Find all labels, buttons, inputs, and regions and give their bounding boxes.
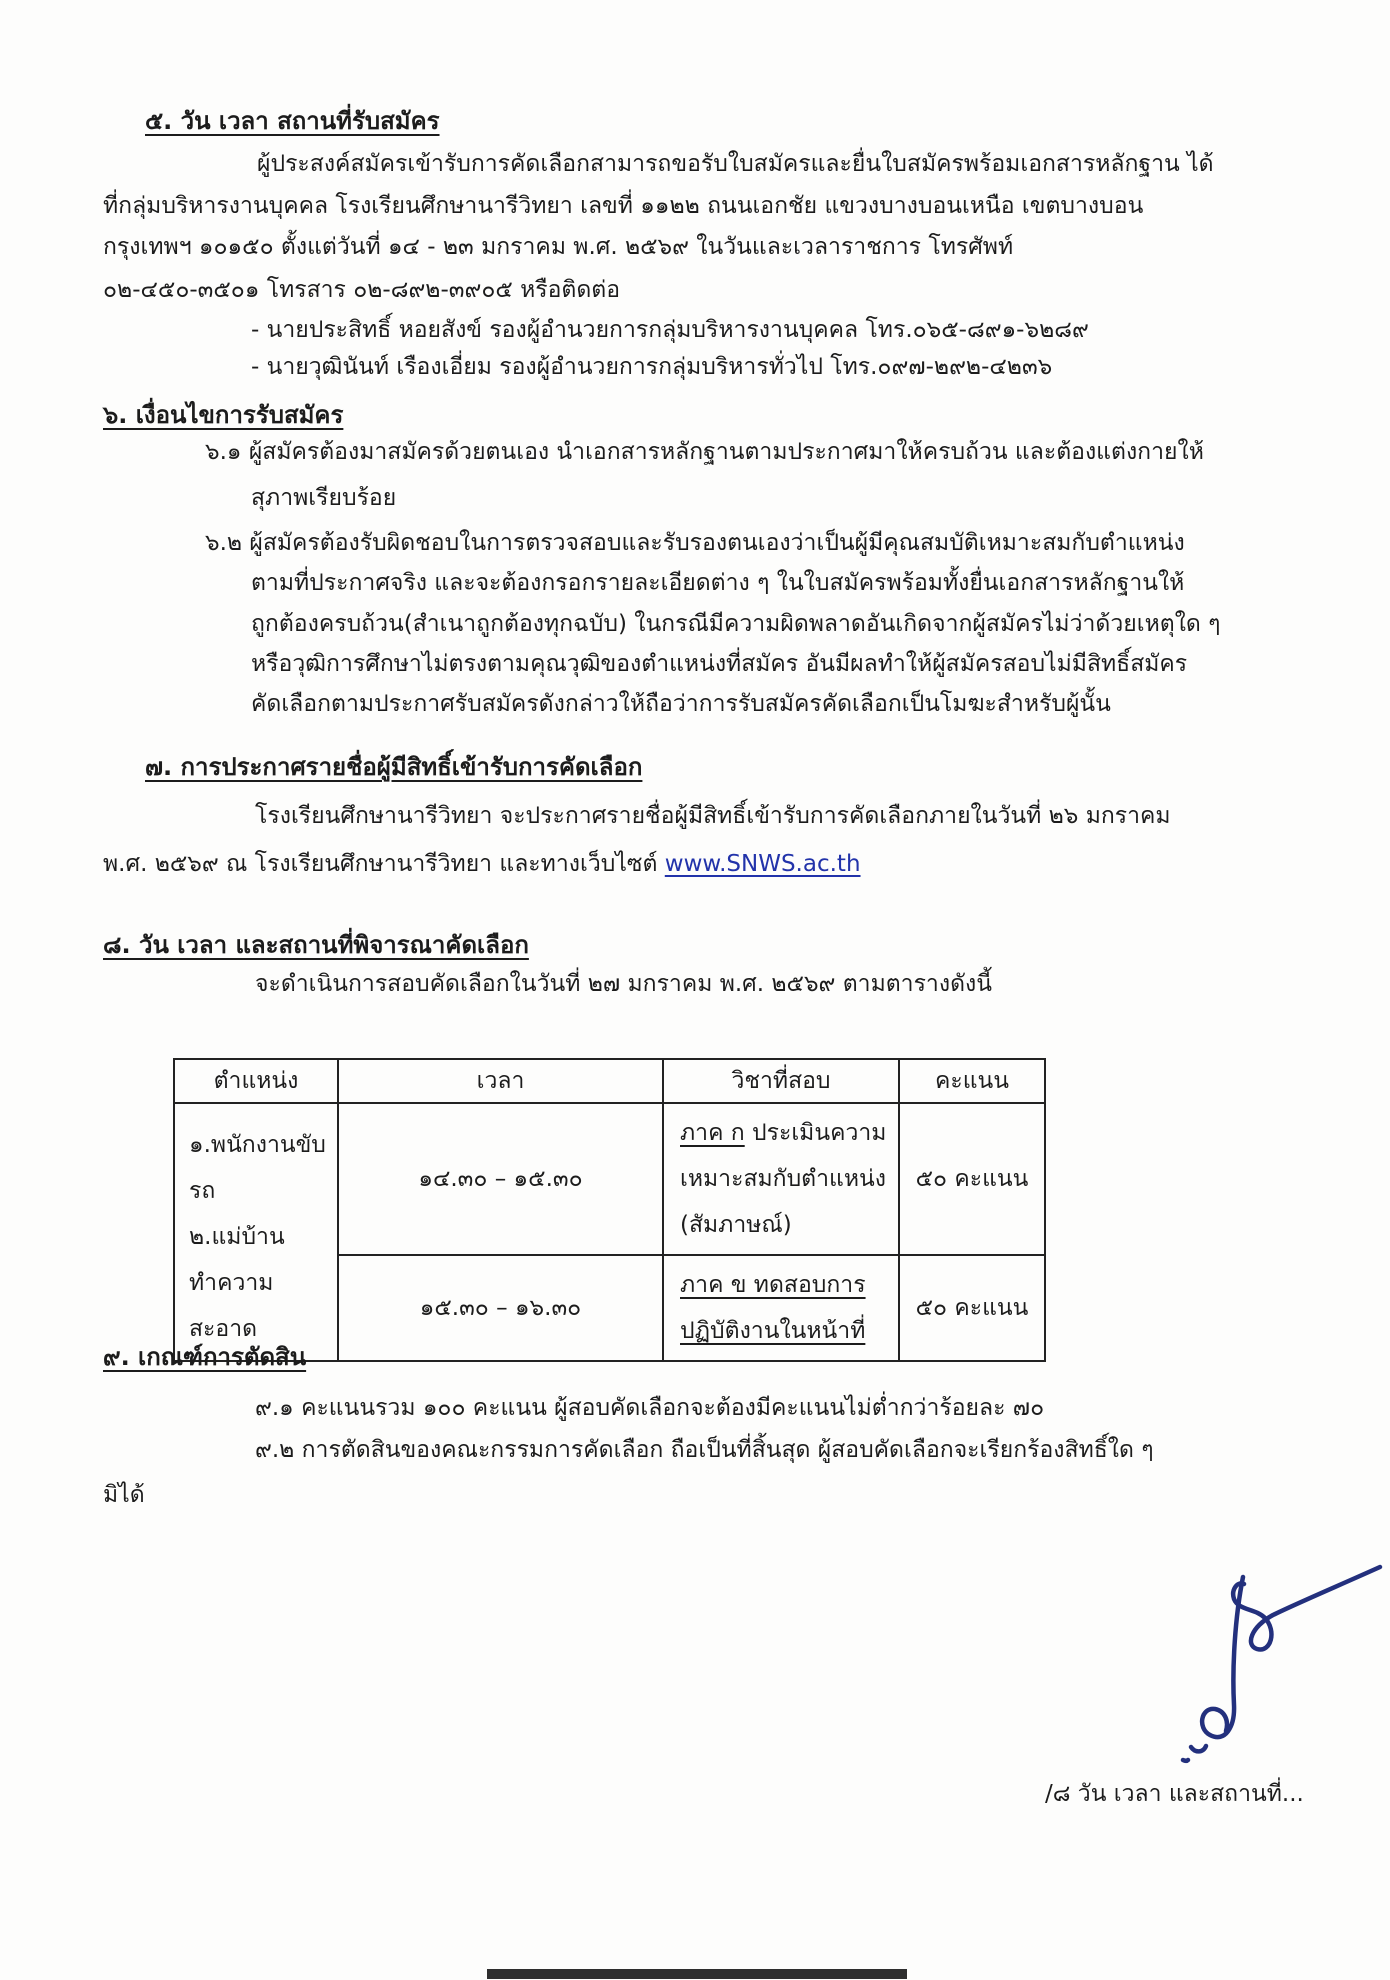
section9-heading: ๙. เกณฑ์การตัดสิน (103, 1343, 307, 1371)
section8-heading: ๘. วัน เวลา และสถานที่พิจารณาคัดเลือก (103, 931, 529, 959)
subject-cell-row2 (663, 1255, 899, 1361)
contact-line-2: - นายวุฒินันท์ เรืองเอี่ยม รองผู้อำนวยการกลุ่มบริหารทั่วไป โทร.๐๙๗-๒๙๒-๔๒๓๖ (251, 354, 1053, 380)
position-line-2: ๒.แม่บ้านทำความสะอาด (189, 1224, 285, 1342)
position-line-1: ๑.พนักงานขับรถ (189, 1132, 326, 1204)
table-header-score: คะแนน (899, 1059, 1045, 1103)
item-9-2-line-2: มิได้ (103, 1482, 145, 1508)
item-6-1-line-1: ๖.๑ ผู้สมัครต้องมาสมัครด้วยตนเอง นำเอกสารหลักฐานตามประกาศมาให้ครบถ้วน และต้องแต่งกายให้ (205, 439, 1204, 465)
signature-stroke-flourish (1183, 1746, 1206, 1761)
section7-heading: ๗. การประกาศรายชื่อผู้มีสิทธิ์เข้ารับการคัดเลือก (145, 753, 643, 781)
position-cell (174, 1103, 338, 1361)
table-header-time: เวลา (338, 1059, 663, 1103)
subject-part-a-text: ประเมินความเหมาะสมกับตำแหน่ง (สัมภาษณ์) (680, 1120, 887, 1238)
section5-line-3: กรุงเทพฯ ๑๐๑๕๐ ตั้งแต่วันที่ ๑๔ - ๒๓ มกราคม พ.ศ. ๒๕๖๙ ในวันและเวลาราชการ โทรศัพท์ (103, 234, 1014, 260)
website-link[interactable]: www.SNWS.ac.th (664, 851, 861, 877)
section7-line-2 (103, 848, 861, 881)
selection-schedule-table (173, 1058, 1046, 1362)
item-9-2-line-1: ๙.๒ การตัดสินของคณะกรรมการคัดเลือก ถือเป็นที่สิ้นสุด ผู้สอบคัดเลือกจะเรียกร้องสิทธิ์ใด ๆ (255, 1437, 1154, 1463)
table-header-subject: วิชาที่สอบ (663, 1059, 899, 1103)
section5-line-1: ผู้ประสงค์สมัครเข้ารับการคัดเลือกสามารถขอรับใบสมัครและยื่นใบสมัครพร้อมเอกสารหลักฐาน ได้ (257, 151, 1214, 177)
section5-line-2: ที่กลุ่มบริหารงานบุคคล โรงเรียนศึกษานารีวิทยา เลขที่ ๑๑๒๒ ถนนเอกชัย แขวงบางบอนเหนือ เขตบางบอน (103, 193, 1144, 219)
item-6-2-line-3: ถูกต้องครบถ้วน(สำเนาถูกต้องทุกฉบับ) ในกรณีมีความผิดพลาดอันเกิดจากผู้สมัครไม่ว่าด้วยเหตุใด ๆ (251, 611, 1221, 637)
subject-part-b-label: ภาค ข ทดสอบการปฏิบัติงานในหน้าที่ (680, 1272, 866, 1344)
section5-line-4: ๐๒-๔๕๐-๓๕๐๑ โทรสาร ๐๒-๘๙๒-๓๙๐๕ หรือติดต่อ (103, 277, 621, 303)
signature-stroke-diagonal (1233, 1567, 1380, 1649)
scan-artifact-bar (487, 1969, 907, 1979)
item-6-2-line-4: หรือวุฒิการศึกษาไม่ตรงตามคุณวุฒิของตำแหน่งที่สมัคร อันมีผลทำให้ผู้สมัครสอบไม่มีสิทธิ์สมัคร (251, 651, 1188, 677)
time-cell-row2: ๑๕.๓๐ – ๑๖.๓๐ (338, 1255, 663, 1361)
item-6-1-line-2: สุภาพเรียบร้อย (251, 485, 397, 511)
contact-line-1: - นายประสิทธิ์ หอยสังข์ รองผู้อำนวยการกลุ่มบริหารงานบุคคล โทร.๐๖๕-๘๙๑-๖๒๘๙ (251, 317, 1089, 343)
table-header-position: ตำแหน่ง (174, 1059, 338, 1103)
subject-cell-row1 (663, 1103, 899, 1255)
score-cell-row2: ๕๐ คะแนน (899, 1255, 1045, 1361)
section7-line-1: โรงเรียนศึกษานารีวิทยา จะประกาศรายชื่อผู้มีสิทธิ์เข้ารับการคัดเลือกภายในวันที่ ๒๖ มกราคม (255, 803, 1171, 829)
signature (1135, 1555, 1390, 1770)
item-6-2-line-2: ตามที่ประกาศจริง และจะต้องกรอกรายละเอียดต่าง ๆ ในใบสมัครพร้อมทั้งยื่นเอกสารหลักฐานให้ (251, 570, 1185, 596)
score-cell-row1: ๕๐ คะแนน (899, 1103, 1045, 1255)
section7-line-2-text: พ.ศ. ๒๕๖๙ ณ โรงเรียนศึกษานารีวิทยา และทางเว็บไซต์ (103, 851, 665, 877)
item-6-2-line-1: ๖.๒ ผู้สมัครต้องรับผิดชอบในการตรวจสอบและรับรองตนเองว่าเป็นผู้มีคุณสมบัติเหมาะสมกับตำแหน่ง (205, 530, 1185, 556)
time-cell-row1: ๑๔.๓๐ – ๑๕.๓๐ (338, 1103, 663, 1255)
section6-heading: ๖. เงื่อนไขการรับสมัคร (103, 401, 344, 429)
table-row (174, 1103, 1045, 1255)
page-continuation-note: /๘ วัน เวลา และสถานที่... (1045, 1781, 1304, 1807)
item-9-1: ๙.๑ คะแนนรวม ๑๐๐ คะแนน ผู้สอบคัดเลือกจะต้องมีคะแนนไม่ต่ำกว่าร้อยละ ๗๐ (255, 1395, 1045, 1421)
signature-stroke-vertical (1202, 1577, 1243, 1737)
table-header-row (174, 1059, 1045, 1103)
subject-part-a-label: ภาค ก (680, 1120, 745, 1146)
section8-line-1: จะดำเนินการสอบคัดเลือกในวันที่ ๒๗ มกราคม พ.ศ. ๒๕๖๙ ตามตารางดังนี้ (255, 971, 992, 997)
section5-heading: ๕. วัน เวลา สถานที่รับสมัคร (145, 107, 440, 135)
item-6-2-line-5: คัดเลือกตามประกาศรับสมัครดังกล่าวให้ถือว่าการรับสมัครคัดเลือกเป็นโมฆะสำหรับผู้นั้น (251, 691, 1111, 717)
